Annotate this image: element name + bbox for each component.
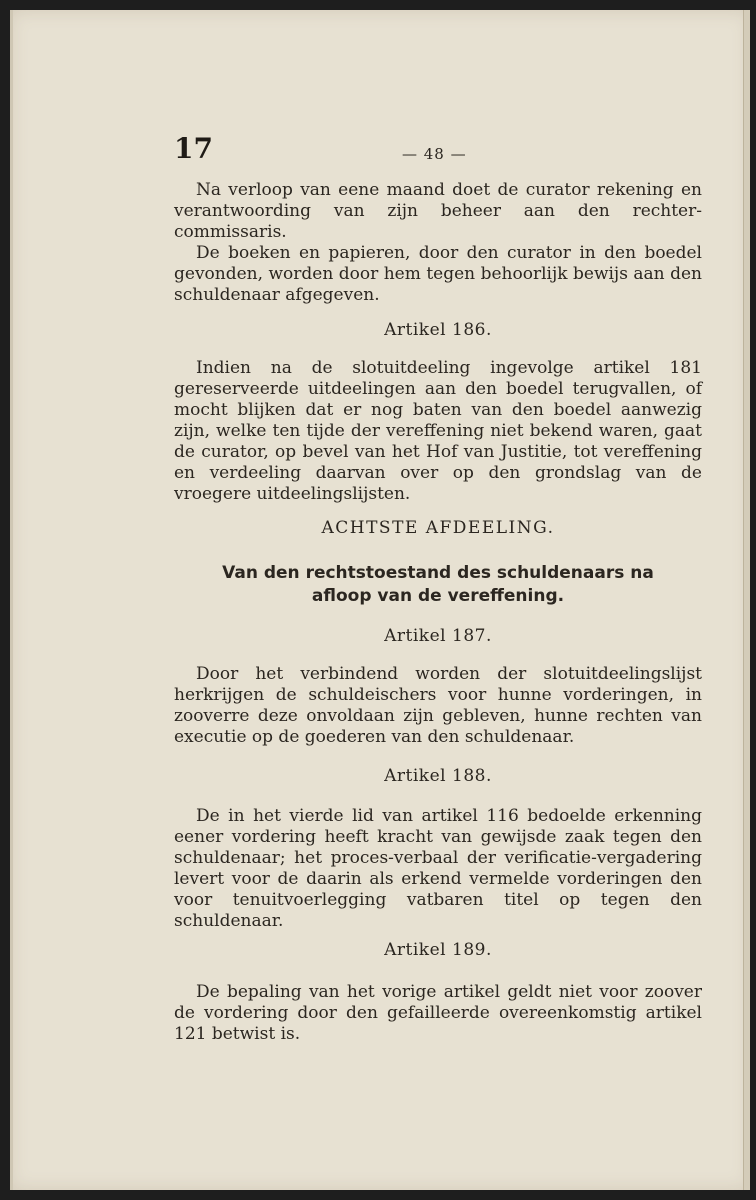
article-heading: Artikel 186.: [384, 320, 492, 340]
paragraph: Indien na de slotuitdeeling ingevolge artikel 181 gereserveerde uitdeelingen aan den boedel terugvallen, of mocht blijken dat er nog baten van den boedel aanwezig zijn, welke ten tijde der vereffening niet bekend waren, gaat de curator, op bevel van het Hof van Justitie, tot vereffening en verdeeling daarvan over op den grondslag van de vroegere uitdeelingslijsten.: [174, 358, 702, 504]
paragraph: Na verloop van eene maand doet de curator rekening en verantwoording van zijn beheer aan den rechter-commissaris.: [174, 180, 702, 242]
page-edge-right: [743, 10, 750, 1190]
paragraph: De bepaling van het vorige artikel geldt niet voor zoover de vordering door den gefailleerde overeenkomstig artikel 121 betwist is.: [174, 982, 702, 1044]
page-header: [174, 132, 702, 174]
page-number: — 48 —: [402, 145, 467, 163]
article-text: [174, 806, 702, 932]
intro-paragraphs: [174, 180, 702, 306]
article-heading: Artikel 189.: [384, 940, 492, 960]
paragraph: Door het verbindend worden der slotuitdeelingslijst herkrijgen de schuldeischers voor hunne vorderingen, in zooverre deze onvoldaan zijn gebleven, hunne rechten van executie op de goederen van den schuldenaar.: [174, 664, 702, 747]
paragraph: De in het vierde lid van artikel 116 bedoelde erkenning eener vordering heeft kracht van gewijsde zaak tegen den schuldenaar; het proces-verbaal der verificatie-vergadering levert voor de daarin als erkend vermelde vorderingen den voor tenuitvoerlegging vatbaren titel op tegen den schuldenaar.: [174, 806, 702, 931]
signature-mark: 17: [174, 132, 213, 165]
article-heading: Artikel 187.: [384, 626, 492, 646]
article-heading: Artikel 188.: [384, 766, 492, 786]
section-title: ACHTSTE AFDEELING.: [321, 518, 555, 538]
article-text: [174, 358, 702, 505]
paragraph: De boeken en papieren, door den curator in den boedel gevonden, worden door hem tegen behoorlijk bewijs aan den schuldenaar afgegeven.: [174, 243, 702, 305]
section-subtitle: Van den rechtstoestand des schuldenaars na afloop van de vereffening.: [222, 563, 654, 606]
article-text: [174, 664, 702, 748]
article-text: [174, 982, 702, 1045]
page-edge-left: [10, 10, 13, 1190]
